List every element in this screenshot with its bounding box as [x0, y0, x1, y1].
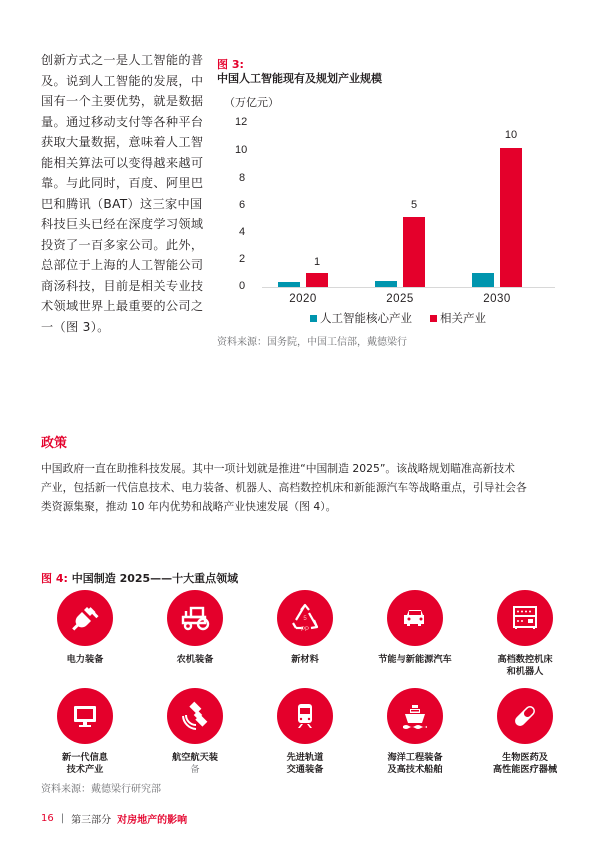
sector-aerospace	[140, 688, 250, 776]
monitor-icon	[57, 688, 113, 744]
bar-related-2020	[306, 273, 328, 287]
text-line: 类资源集聚，推动 10 年内优势和战略产业快速发展（图 4）。	[41, 500, 337, 513]
sector-label: 和机器人	[506, 666, 544, 677]
sector-label: 及高技术船舶	[387, 764, 443, 775]
bar-core-2025	[375, 281, 397, 287]
sector-label: 海洋工程装备	[387, 752, 443, 763]
y-tick: 0	[239, 280, 246, 292]
cnc-machine-icon	[497, 590, 553, 646]
sector-new-materials	[250, 590, 360, 666]
legend-label: 相关产业	[440, 311, 486, 325]
text-line: 中国政府一直在助推科技发展。其中一项计划就是推进“中国制造 2025”。该战略规划瞄准高新技术	[41, 462, 515, 475]
text-line: 获取大量数据，意味着人工智	[41, 135, 204, 149]
legend-item-related	[430, 310, 486, 326]
bar-core-2020	[278, 282, 300, 287]
sector-label: 节能与新能源汽车	[378, 654, 452, 665]
train-icon	[277, 688, 333, 744]
footer-chapter: 对房地产的影响	[117, 815, 188, 826]
x-tick: 2030	[483, 293, 511, 305]
sector-label: 高档数控机床	[497, 654, 553, 665]
sector-label: 生物医药及	[502, 752, 548, 763]
figure-3-title: 中国人工智能现有及规划产业规模	[217, 72, 382, 85]
policy-paragraph	[41, 459, 561, 516]
figure-4-caption: 中国制造 2025——十大重点领域	[71, 572, 239, 585]
y-tick: 12	[235, 116, 248, 128]
sector-label: 电力装备	[66, 654, 104, 665]
sector-new-energy-vehicles	[360, 590, 470, 666]
text-line: 量。通过移动支付等各种平台	[41, 114, 204, 129]
sector-label: 新材料	[291, 654, 319, 665]
sector-label: 先进轨道	[286, 752, 324, 763]
tractor-icon	[167, 590, 223, 646]
legend-swatch	[430, 315, 437, 322]
bar-chart	[217, 90, 557, 340]
satellite-icon	[167, 688, 223, 744]
text-line: 国有一个主要优势，就是数据	[41, 94, 204, 108]
data-label: 5	[410, 199, 418, 211]
figure-3-label: 图 3:	[217, 58, 244, 71]
x-tick: 2020	[289, 293, 317, 305]
svg-text:5: 5	[303, 616, 307, 622]
text-line: 科技巨头已经在深度学习领域	[41, 217, 204, 231]
text-line: 一（图 3）。	[41, 319, 110, 334]
bar-related-2025	[403, 217, 425, 287]
text-line: 商汤科技，目前是相关专业技	[41, 278, 204, 293]
text-line: 巴和腾讯（BAT）这三家中国	[41, 196, 203, 211]
bar-core-2030	[472, 273, 494, 287]
sector-biomedicine	[470, 688, 580, 776]
sector-information-technology	[30, 688, 140, 776]
y-axis-unit: （万亿元）	[224, 96, 279, 109]
chart-source: 资料来源：国务院，中国工信部，戴德梁行	[217, 337, 407, 348]
recycle-icon	[277, 590, 333, 646]
svg-text:PP: PP	[300, 627, 310, 633]
sector-cnc-robotics	[470, 590, 580, 678]
sector-label: 新一代信息	[62, 752, 108, 763]
page-footer	[41, 811, 187, 826]
page-number: 16	[41, 813, 54, 824]
section-title-policy: 政策	[41, 436, 68, 451]
x-tick: 2025	[386, 293, 414, 305]
car-icon	[387, 590, 443, 646]
body-text-column	[41, 50, 203, 337]
text-line: 总部位于上海的人工智能公司	[41, 258, 204, 272]
chart-legend	[310, 310, 486, 326]
x-axis-line	[262, 287, 555, 288]
sector-power-equipment	[30, 590, 140, 666]
data-label: 10	[504, 129, 518, 141]
sector-label: 技术产业	[66, 764, 104, 775]
figure-4-title	[41, 570, 238, 586]
legend-swatch	[310, 315, 317, 322]
sector-label: 高性能医疗器械	[492, 764, 558, 775]
sector-agricultural-machinery	[140, 590, 250, 666]
legend-label: 人工智能核心产业	[320, 311, 412, 325]
text-line: 术领域世界上最重要的公司之	[41, 299, 204, 313]
ship-icon	[387, 688, 443, 744]
text-line: 产业，包括新一代信息技术、电力装备、机器人、高档数控机床和新能源汽车等战略重点，引导社会各	[41, 481, 527, 494]
plug-icon	[57, 590, 113, 646]
y-tick: 2	[239, 253, 246, 265]
sector-rail-transport	[250, 688, 360, 776]
sector-label: 航空航天装	[172, 752, 218, 763]
figure-4-source: 资料来源：戴德梁行研究部	[41, 784, 161, 795]
text-line: 能相关算法可以变得越来越可	[41, 155, 204, 170]
text-line: 投资了一百多家公司。此外，	[41, 237, 204, 252]
sector-label: 备	[190, 764, 200, 775]
footer-separator: |	[60, 813, 65, 824]
text-line: 靠。与此同时，百度、阿里巴	[41, 176, 204, 190]
y-tick: 10	[235, 144, 248, 156]
text-line: 及。说到人工智能的发展，中	[41, 73, 204, 88]
bar-related-2030	[500, 148, 522, 287]
y-tick: 4	[239, 226, 246, 238]
figure-4-label: 图 4:	[41, 572, 68, 585]
y-tick: 6	[239, 199, 246, 211]
data-label: 1	[313, 256, 321, 268]
y-tick: 8	[239, 172, 246, 184]
footer-part: 第三部分	[71, 815, 112, 826]
sector-marine-engineering	[360, 688, 470, 776]
legend-item-core	[310, 310, 412, 326]
sector-label: 农机装备	[176, 654, 214, 665]
text-line: 创新方式之一是人工智能的普	[41, 53, 204, 67]
sector-label: 交通装备	[286, 764, 324, 775]
pill-icon	[497, 688, 553, 744]
